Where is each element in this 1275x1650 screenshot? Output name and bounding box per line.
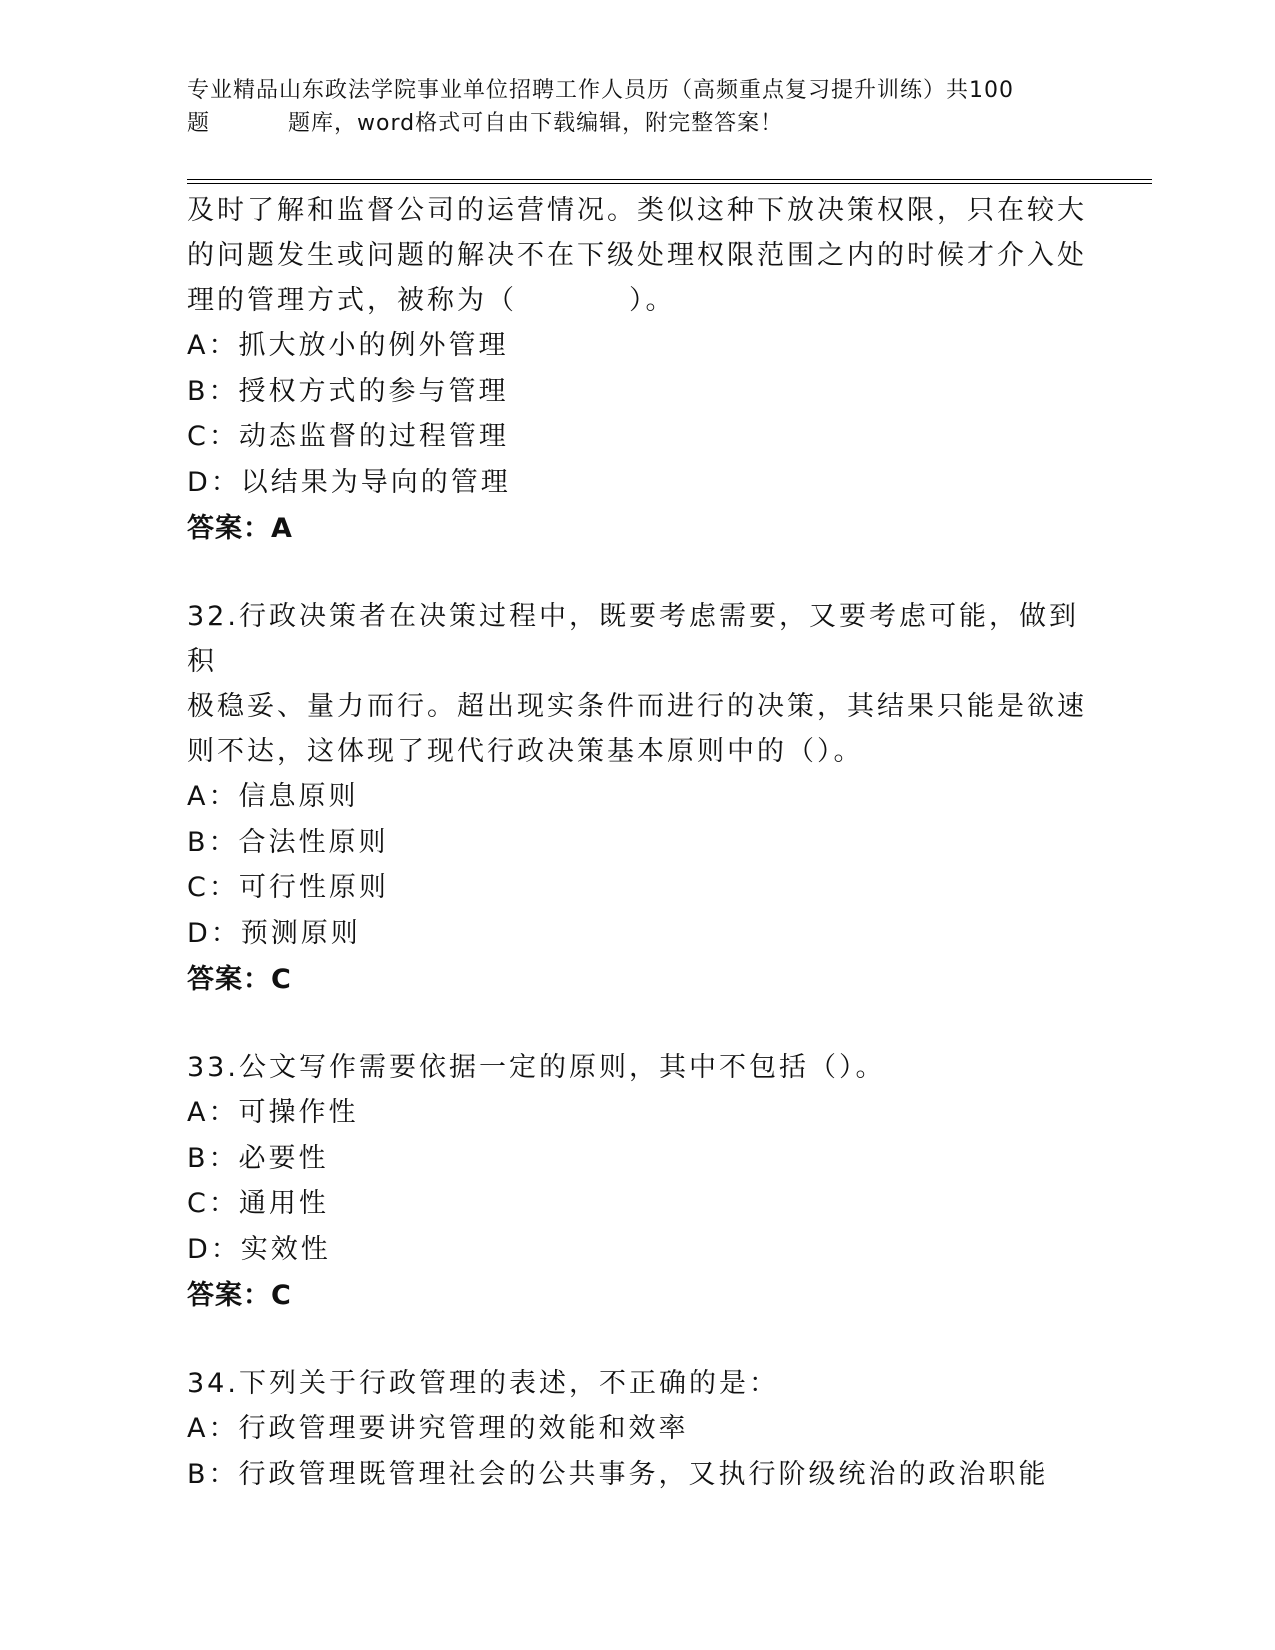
option-b: B：必要性	[187, 1142, 329, 1174]
option-b: B：合法性原则	[187, 826, 389, 858]
option-a: A：可操作性	[187, 1097, 359, 1128]
document-header	[187, 74, 1087, 140]
option-b: B：行政管理既管理社会的公共事务，又执行阶级统治的政治职能	[187, 1458, 1049, 1490]
header-divider-top	[187, 179, 1152, 180]
option-c: C：通用性	[187, 1188, 329, 1219]
option-d: D：以结果为导向的管理	[187, 466, 511, 498]
question-34	[187, 1361, 1087, 1497]
question-text-start: 理的管理方式，被称为（	[187, 285, 517, 316]
header-divider-bottom	[187, 183, 1152, 184]
option-c: C：可行性原则	[187, 872, 389, 903]
answer-line: 答案：C	[187, 1280, 292, 1311]
question-text: 32.行政决策者在决策过程中，既要考虑需要，又要考虑可能，做到积	[187, 601, 1079, 677]
question-31	[187, 188, 1087, 552]
question-text: 33.公文写作需要依据一定的原则，其中不包括（）。	[187, 1052, 886, 1083]
option-a: A：行政管理要讲究管理的效能和效率	[187, 1413, 689, 1444]
question-text: 则不达，这体现了现代行政决策基本原则中的（）。	[187, 736, 864, 767]
header-title-line-2	[187, 107, 1087, 140]
question-text: 及时了解和监督公司的运营情况。类似这种下放决策权限，只在较大	[187, 195, 1087, 226]
option-a: A：抓大放小的例外管理	[187, 330, 509, 361]
header-title-line-2-start: 题	[187, 111, 211, 136]
header-title-line-2-rest: 题库，word格式可自由下载编辑，附完整答案！	[288, 111, 784, 136]
option-d: D：实效性	[187, 1233, 331, 1265]
option-d: D：预测原则	[187, 917, 361, 949]
question-text: 34.下列关于行政管理的表述，不正确的是：	[187, 1368, 779, 1399]
question-text: 极稳妥、量力而行。超出现实条件而进行的决策，其结果只能是欲速	[187, 691, 1087, 722]
option-b: B：授权方式的参与管理	[187, 375, 509, 407]
answer-line: 答案：C	[187, 964, 292, 995]
question-text: 的问题发生或问题的解决不在下级处理权限范围之内的时候才介入处	[187, 240, 1087, 271]
option-c: C：动态监督的过程管理	[187, 421, 509, 452]
question-32	[187, 594, 1087, 1003]
question-text-end: ）。	[629, 285, 676, 316]
document-body	[187, 188, 1087, 1497]
question-text	[187, 278, 1087, 323]
header-title-line-1: 专业精品山东政法学院事业单位招聘工作人员历（高频重点复习提升训练）共100	[187, 78, 1014, 103]
question-33	[187, 1045, 1087, 1319]
option-a: A：信息原则	[187, 781, 359, 812]
answer-line: 答案：A	[187, 513, 293, 544]
